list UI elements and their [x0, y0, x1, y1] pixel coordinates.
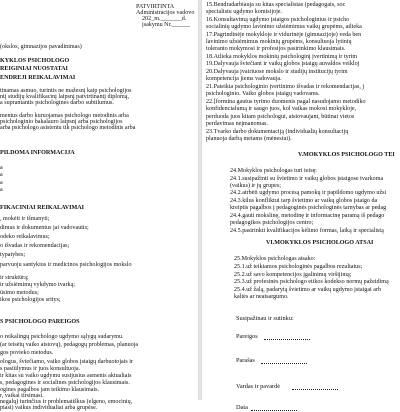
text-line: 22.[formina gautus tyrimo duomenis pagal nasudojamo metodiko: [206, 99, 366, 105]
text-line: negalų) turinčius ir problematiškus (elgeno, emocinių,: [0, 399, 133, 405]
text-line: psichologinio. Vaiko globos įstaigų vadovams.: [206, 91, 320, 97]
text-line: 23.Tvarko darbo dokumentaciją (individualių konsultacijų: [206, 129, 349, 135]
text-line: įsakymu Nr.______: [142, 22, 191, 28]
text-line: 202_m._______d.: [142, 16, 187, 22]
section-heading: V.MOKYKLOS PSICHOLOGO TEI: [298, 152, 395, 158]
text-line: 25.Mokyklos psichologas atsako:: [234, 256, 316, 262]
text-line: ikos psichologijos sritys;: [0, 297, 61, 303]
text-line: ologus, šviečiamo, vaiko globos įstaigų darbuotojais ir: [0, 359, 134, 365]
text-line: 20.Dalyvauja įvairiuose mokslo ir studijų institucijų tyrim: [206, 69, 348, 75]
text-line: s pasiūlymus ir juos konsultuoja.: [0, 366, 81, 372]
text-line: 25.2.už savo kompetencijos įgalinimų viršijimą;: [234, 272, 352, 278]
text-line: 24.Mokyklos psichologas turi teisę:: [230, 168, 317, 174]
text-line: (vaikus) ir jų grupes;: [230, 183, 281, 189]
signature-line: [251, 410, 297, 411]
text-line: perdavimas neįmanomas.: [206, 121, 268, 127]
text-line: a suprantantis psichologines darbo subtilumus.: [0, 100, 114, 106]
text-line: gos povieko metodus.: [0, 350, 54, 356]
text-line: 17.Pagrindinėje mokykloje ir vidurinėje (gimnazijoje) veda ben: [206, 32, 362, 38]
signature-field: Vardas ir pavardė: [236, 383, 281, 390]
text-line: ir kitas su vaiko ugdymu susijusius asmenis aktualiais: [0, 373, 132, 379]
text-line: mentus darbo kuruojamas psichologo metodinis arba: [0, 113, 129, 119]
text-line: parvuoju santykius ir medicinos psichologijos mokslo: [0, 262, 132, 268]
text-line: a: [0, 165, 3, 171]
text-line: s, pedagogines ir socialines psichologijos klausimais.: [0, 380, 130, 386]
text-line: ogines pagalbos jam teikimo klausimais.: [0, 387, 100, 393]
text-line: kompetencija jiems vadovauja.: [206, 76, 282, 82]
signature-line: [264, 339, 310, 340]
text-line: tinamas asmuo, turintis ne mažesnį kaip psichologijos: [0, 88, 132, 94]
text-line: a: [0, 187, 3, 193]
text-line: 25.3.už profesinės psichologo etikos kodekso normų pažeidimą: [234, 279, 389, 285]
text-line: a: [0, 180, 3, 186]
signature-line: [261, 363, 307, 364]
text-line: 25.1.už teikiamos psichologinės pagalbos rezultatus;: [234, 264, 363, 270]
section-heading: FIKACINIAI REIKALAVIMAI: [0, 205, 85, 211]
text-line: 15.Bendradarbiauja su kitas specialistas (pedagogais, soc: [206, 2, 346, 8]
left-document-page: [0, 0, 198, 411]
text-line: perduoda juos kitam psichologui, atstovaujant, būtinai vietos: [206, 114, 355, 120]
text-line: lavinimo užsiėmimus mokinių grupėms, konsultuoja lytinių: [206, 39, 352, 45]
signature-line: [292, 389, 338, 390]
text-line: socialinių ugdymo lavinimo užsiėmimus vaikų grupėms, atlieka: [206, 24, 362, 30]
right-document-page: [202, 0, 400, 411]
signature-field: Data: [236, 404, 248, 411]
text-line: 16.Konsultavimą ugdymo įstaigos psichologinius ir psicho: [206, 17, 350, 23]
text-line: typatybes;: [0, 252, 26, 258]
text-line: kaltės ar neatsargumo.: [234, 294, 289, 300]
text-line: o reikalingų psichologo ugdymo sąlygų sudarymu.: [0, 334, 124, 340]
text-line: 24.1.susipažinti su švietimo ir vaikų globos įstaigose tvarkoma: [230, 176, 384, 182]
signature-field: Parašas: [236, 357, 255, 364]
text-line: ūsimo metodus;: [0, 290, 39, 296]
text-line: toleranto mokymosi ir profesijos pasirinkimo klausimais.: [206, 46, 346, 52]
section-heading: VI.MOKYKLOS PSICHOLOGO ATSAI: [266, 240, 374, 246]
text-line: pedagogikos psichologijos centro;: [230, 220, 314, 226]
text-line: 19.Dalyvauja šviečiant ir vaikų globos įstaigų auvaldos veikloj: [206, 61, 360, 67]
text-line: 25.4.už žalą, padarytą švietimo ar vaikų ugdymo įstaigai arb: [234, 287, 382, 293]
text-line: 24.4.gauti mokslinę, metodinę ir informacinę paramą iš pedago: [230, 213, 385, 219]
text-line: 21.Pateikia psichologinio įvertinimo išvadas ir rekomendacijas, j: [206, 84, 365, 90]
text-line: (ar teisėtų vaiko atstovų), pedagogų problemas, planuoja: [0, 342, 139, 348]
text-line: r, vaikai tirsimasi.: [0, 393, 44, 399]
text-line: piasi) vaikus individualiai arba grupėse.: [0, 405, 98, 411]
text-line: PATVIRTINTA: [136, 4, 175, 10]
text-line: a: [0, 172, 3, 178]
text-line: 24.2.atrbėti ugdymo procesą pamokų ir papildomo ugdymo užsi: [230, 190, 387, 196]
text-line: (okslos, gimnazijos pavadinimas): [0, 44, 82, 50]
section-heading: KYKLOS PSICHOLOGO: [0, 58, 70, 64]
text-line: 24.3.kilus konfliktui tarp švietimo ar vaikų globos įstaigo da: [230, 198, 378, 204]
text-line: kreiptis pagalbos į pedagoginės psichologinės tarnybas ar pedag: [230, 205, 387, 211]
section-heading: S PSICHOLOGO PAREIGOS: [0, 319, 80, 325]
signature-field: Pareigos: [236, 333, 258, 340]
text-line: dimus ir dokumentus jai vadovautis;: [0, 225, 89, 231]
signature-intro: Susipažinau ir sutinku:: [236, 315, 294, 322]
section-heading: PILDOMA INFORMACIJA: [0, 150, 75, 156]
text-line: planuoja darbą metams (mėnesiui).: [206, 136, 292, 142]
text-line: psichologinio bakalauro laipsnį arba psichologijos: [0, 119, 123, 125]
text-line: o išvadas ir rekomendacijas;: [0, 243, 70, 249]
text-line: 24.5.pasirinkti kvalifikacijos kėlimo formas, laiką ir specialistą: [230, 228, 384, 234]
section-heading: ENDREJI REIKALAVIMAI: [0, 75, 76, 81]
section-heading: REIGINIAI NUOSTATAI: [0, 66, 68, 72]
text-line: Administracijos vadovo: [136, 10, 195, 16]
text-line: 18.Atlieka mokyklos mokinių psichologinį įvertinimą ir tyrim: [206, 54, 358, 60]
text-line: ir užsiėmimų vykdymo tvarką;: [0, 282, 75, 288]
text-line: konfidencialumą ir saugo juos, kol vaikas mokosi mokykloje,: [206, 106, 357, 112]
text-line: specialistu ugdymo komisijoje.: [206, 9, 282, 15]
text-line: arba psichologo asistentu tik psichologo metodinis arba: [0, 125, 136, 131]
text-line: ntį studijų kvalifikacinį laipsnį patvirtinantį diplomą,: [0, 94, 129, 100]
text-line: , mokėti ir išmanyti;: [0, 216, 50, 222]
text-line: odeko reikalavimus;: [0, 234, 50, 240]
text-line: ir struktūrą;: [0, 275, 29, 281]
